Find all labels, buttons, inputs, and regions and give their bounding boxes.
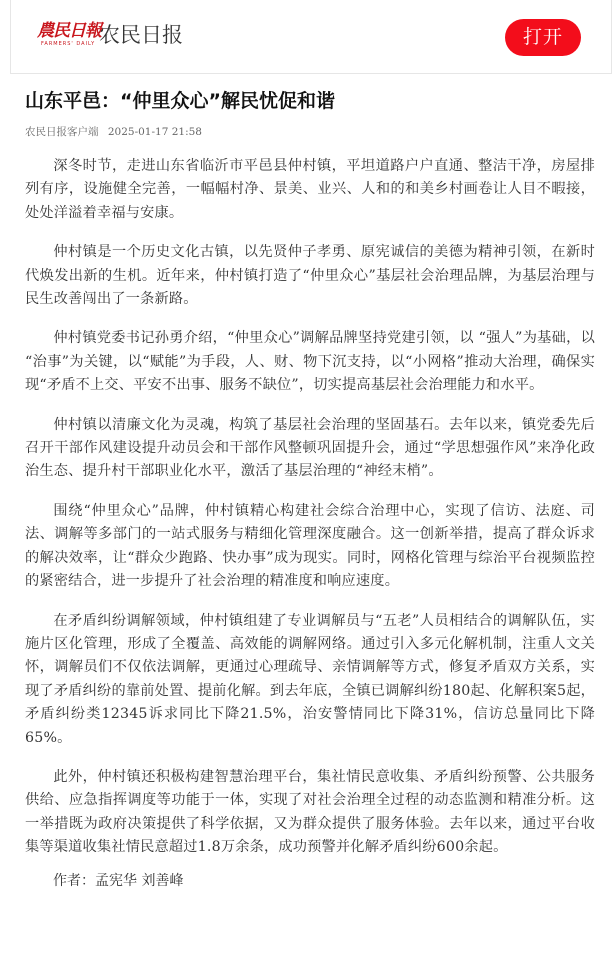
logo-script-text: 農民日報: [37, 21, 101, 41]
article: [25, 86, 595, 893]
article-datetime: 2025-01-17 21:58: [107, 126, 202, 138]
article-paragraph: 仲村镇以清廉文化为灵魂，构筑了基层社会治理的坚固基石。去年以来，镇党委先后召开干部作风建设提升动员会和干部作风整顿巩固提升会，通过“学思想强作风”来净化政治生态、提升村干部职业化水平，激活了基层治理的“神经末梢”。: [25, 416, 595, 480]
app-header: [10, 0, 612, 74]
logo-sub-text: FARMERS' DAILY: [41, 41, 96, 47]
article-title: 山东平邑：“仲里众心”解民忧促和谐: [25, 90, 335, 112]
article-paragraph: 在矛盾纠纷调解领域，仲村镇组建了专业调解员与“五老”人员相结合的调解队伍，实施片区化管理，形成了全覆盖、高效能的调解网络。通过引入多元化解机制，注重人文关怀，调解员们不仅依法调解，更通过心理疏导、亲情调解等方式，修复矛盾双方关系，实现了矛盾纠纷的靠前处置、提前化解。到去年底，全镇已调解纠纷180起、化解积案5起，矛盾纠纷类12345诉求同比下降21.5%，治安警情同比下降31%，信访总量同比下降65%。: [25, 612, 595, 746]
newspaper-logo: [37, 21, 101, 48]
article-paragraph: 围绕“仲里众心”品牌，仲村镇精心构建社会综合治理中心，实现了信访、法庭、司法、调解等多部门的一站式服务与精细化管理深度融合。这一创新举措，提高了群众诉求的解决效率，让“群众少跑路、快办事”成为现实。同时，网格化管理与综治平台视频监控的紧密结合，进一步提升了社会治理的精准度和响应速度。: [25, 502, 595, 590]
article-paragraph: 此外，仲村镇还积极构建智慧治理平台，集社情民意收集、矛盾纠纷预警、公共服务供给、应急指挥调度等功能于一体，实现了对社会治理全过程的动态监测和精准分析。这一举措既为政府决策提供了科学依据，又为群众提供了服务体验。去年以来，通过平台收集等渠道收集社情民意超过1.8万余条，成功预警并化解矛盾纠纷600余起。: [25, 768, 595, 856]
article-source: 农民日报客户端: [25, 126, 99, 138]
article-paragraph: 深冬时节，走进山东省临沂市平邑县仲村镇，平坦道路户户直通、整洁干净，房屋排列有序，设施健全完善，一幅幅村净、景美、业兴、人和的和美乡村画卷让人目不暇接，处处洋溢着幸福与安康。: [25, 158, 595, 221]
article-paragraph: 仲村镇是一个历史文化古镇，以先贤仲子孝勇、原宪诚信的美德为精神引领，在新时代焕发出新的生机。近年来，仲村镇打造了“仲里众心”基层社会治理品牌，为基层治理与民生改善闯出了一条新路。: [25, 244, 595, 308]
article-paragraph: 仲村镇党委书记孙勇介绍，“仲里众心”调解品牌坚持党建引领，以 “强人”为基础，以 “治事”为关键，以“赋能”为手段，人、财、物下沉支持，以“小网格”推动大治理，确保实现“矛盾不上交、平安不出事、服务不缺位”，切实提高基层社会治理能力和水平。: [25, 330, 595, 394]
article-author: 作者：孟宪华 刘善峰: [53, 872, 184, 889]
open-app-button[interactable]: 打开: [505, 19, 581, 56]
brand-name: 农民日报: [99, 23, 183, 47]
article-meta: [25, 124, 595, 139]
